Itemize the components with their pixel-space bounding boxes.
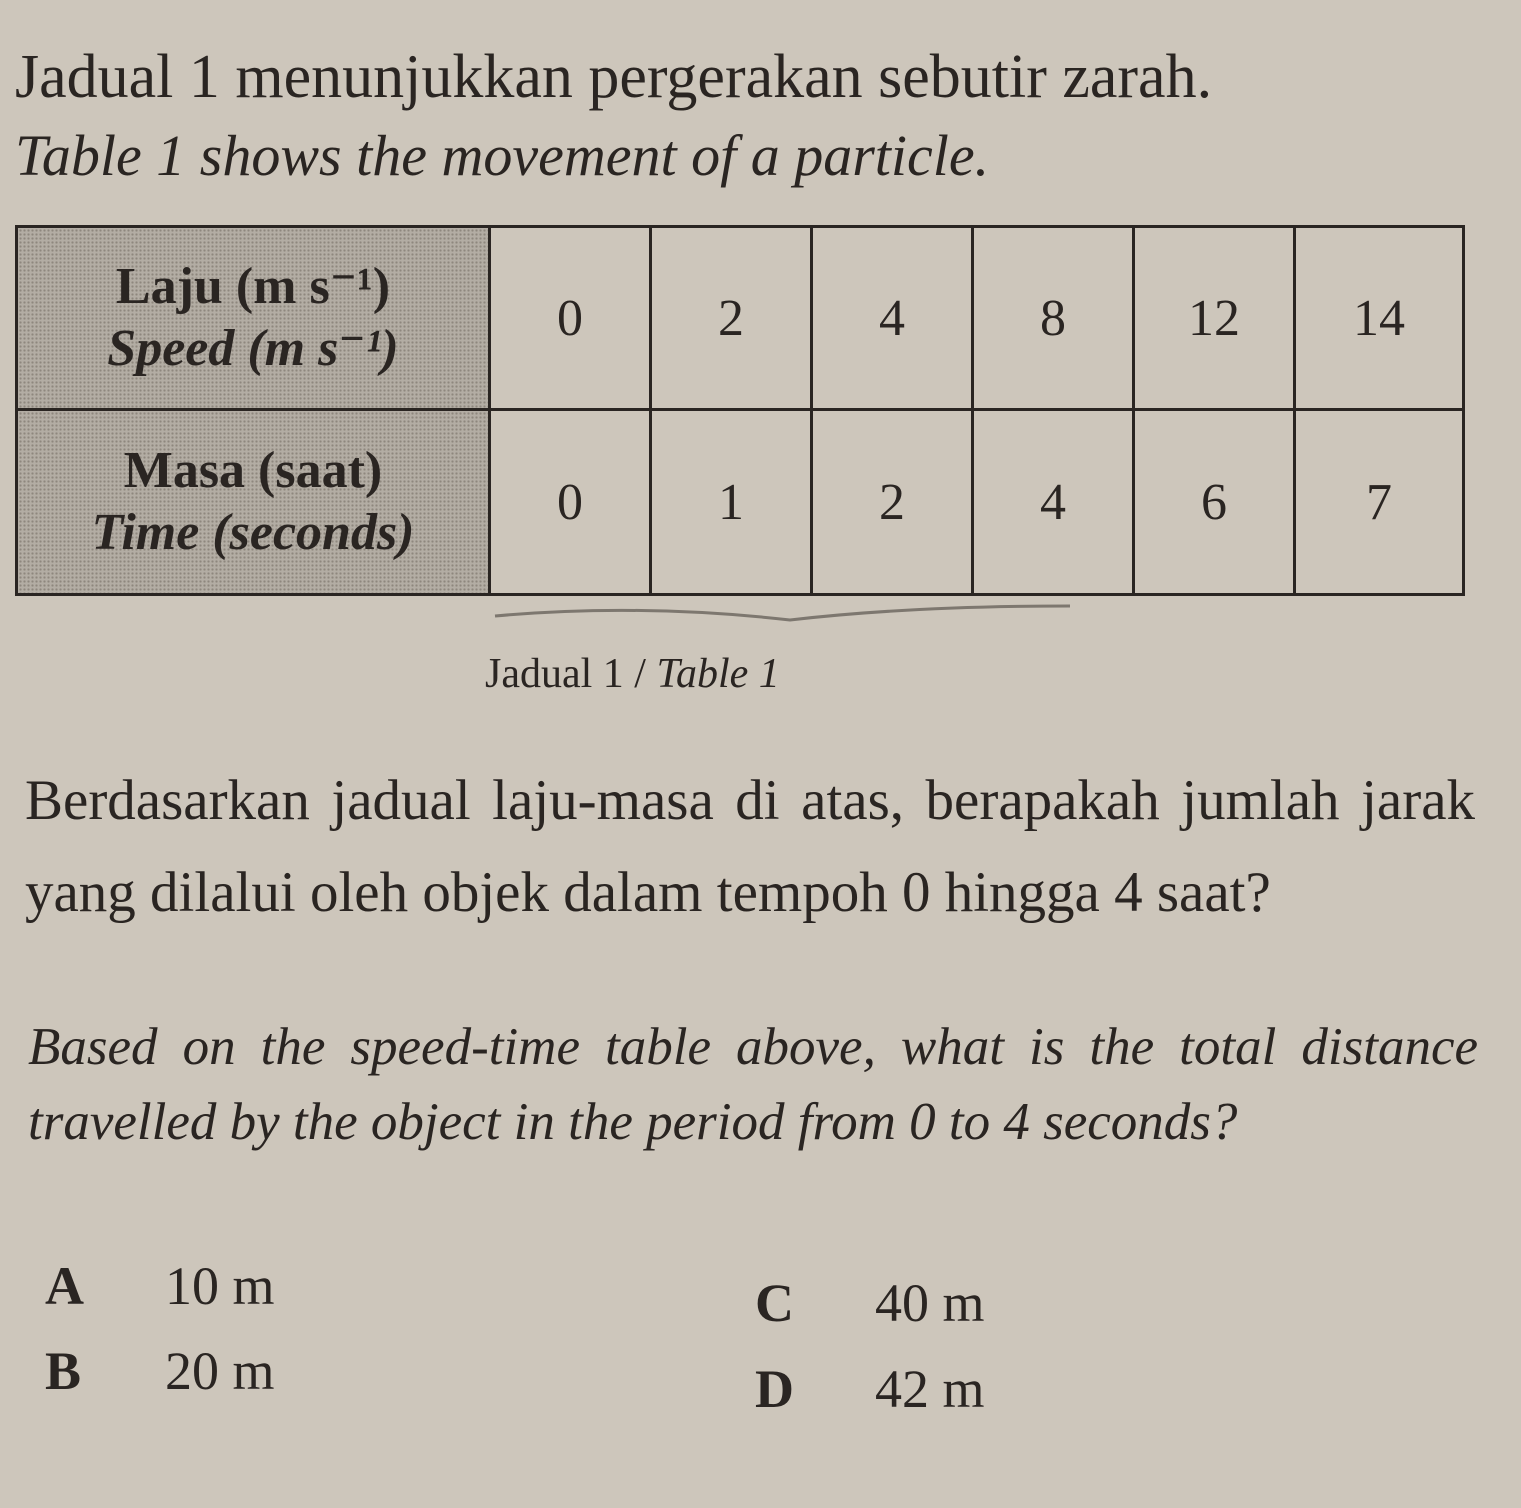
heading-english: Table 1 shows the movement of a particle.	[15, 123, 990, 188]
row-header-speed	[17, 227, 490, 410]
table-cell: 1	[651, 410, 812, 595]
table-cell: 7	[1295, 410, 1464, 595]
question-malay: Berdasarkan jadual laju-masa di atas, berapakah jumlah jarak yang dilalui oleh objek dalam tempoh 0 hingga 4 saat?	[25, 769, 1475, 924]
table-cell: 6	[1134, 410, 1295, 595]
option-letter: B	[45, 1341, 82, 1401]
label-english: Time (seconds)	[91, 504, 415, 561]
table-row-speed	[17, 227, 1464, 410]
table-cell: 14	[1295, 227, 1464, 410]
option-text: 42 m	[875, 1359, 985, 1419]
label-malay: Laju (m s⁻¹)	[115, 257, 391, 315]
table-cell: 12	[1134, 227, 1295, 410]
heading-malay: Jadual 1 menunjukkan pergerakan sebutir zarah.	[15, 43, 1213, 111]
table-cell: 2	[812, 410, 973, 595]
table-cell: 0	[490, 227, 651, 410]
table-caption	[485, 650, 780, 698]
option-text: 10 m	[165, 1256, 275, 1316]
label-malay: Masa (saat)	[123, 441, 383, 499]
caption-malay: Jadual 1 /	[485, 651, 646, 697]
pencil-brace-mark	[490, 598, 1090, 638]
label-english: Speed (m s⁻¹)	[107, 320, 399, 377]
row-header-time	[17, 410, 490, 595]
table-cell: 0	[490, 410, 651, 595]
option-c[interactable]	[755, 1272, 985, 1334]
table-cell: 4	[973, 410, 1134, 595]
option-a[interactable]	[45, 1255, 275, 1317]
table-cell: 4	[812, 227, 973, 410]
table-cell: 2	[651, 227, 812, 410]
option-letter: A	[45, 1256, 84, 1316]
table-cell: 8	[973, 227, 1134, 410]
option-b[interactable]	[45, 1340, 275, 1402]
speed-time-table	[15, 225, 1465, 596]
table-row-time	[17, 410, 1464, 595]
option-text: 20 m	[165, 1341, 275, 1401]
caption-english: Table 1	[656, 651, 780, 697]
option-letter: D	[755, 1359, 794, 1419]
question-english: Based on the speed-time table above, what is the total distance travelled by the object in the period from 0 to 4 seconds?	[28, 1018, 1478, 1151]
option-text: 40 m	[875, 1273, 985, 1333]
option-d[interactable]	[755, 1358, 985, 1420]
option-letter: C	[755, 1273, 794, 1333]
